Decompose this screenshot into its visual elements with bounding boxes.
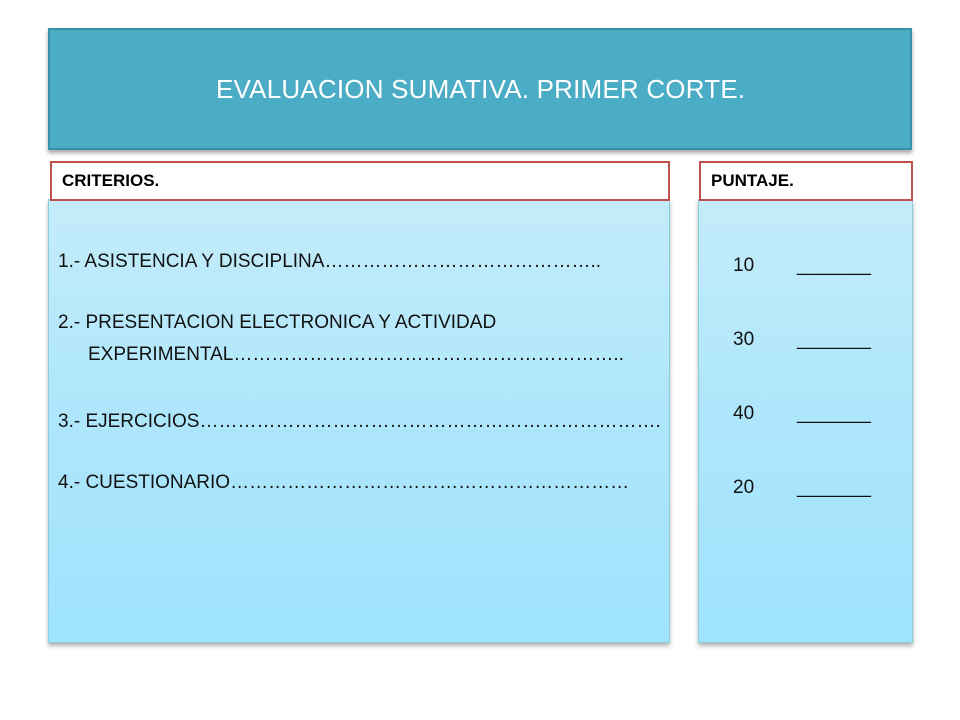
score-row <box>733 255 903 285</box>
score-blank-line: _______ <box>797 255 871 276</box>
score-blank-line: _______ <box>797 329 871 350</box>
title-box <box>48 28 912 150</box>
score-value: 10 <box>733 255 755 276</box>
score-value: 20 <box>733 477 755 498</box>
criteria-item-asistencia: 1.- ASISTENCIA Y DISCIPLINA……………………………………..​ <box>58 251 602 272</box>
score-blank-line: _______ <box>797 403 871 424</box>
criteria-item-ejercicios: 3.- EJERCICIOS………………………………………………………………. <box>58 411 661 432</box>
score-blank-line: _______ <box>797 477 871 498</box>
criteria-item-cuestionario: 4.- CUESTIONARIO……………………………………………………… <box>58 472 630 493</box>
criteria-list <box>58 246 661 528</box>
criteria-item-presentacion: 2.- PRESENTACION ELECTRONICA Y ACTIVIDAD EXPERIMENTAL…………………………………………………….. <box>58 312 624 365</box>
score-list <box>733 255 903 551</box>
criteria-header: CRITERIOS. <box>50 161 670 201</box>
score-header: PUNTAJE. <box>699 161 913 201</box>
score-value: 40 <box>733 403 755 424</box>
score-row <box>733 329 903 359</box>
slide-title: EVALUACION SUMATIVA. PRIMER CORTE. <box>216 73 746 104</box>
score-value: 30 <box>733 329 755 350</box>
score-row <box>733 403 903 433</box>
score-row <box>733 477 903 507</box>
